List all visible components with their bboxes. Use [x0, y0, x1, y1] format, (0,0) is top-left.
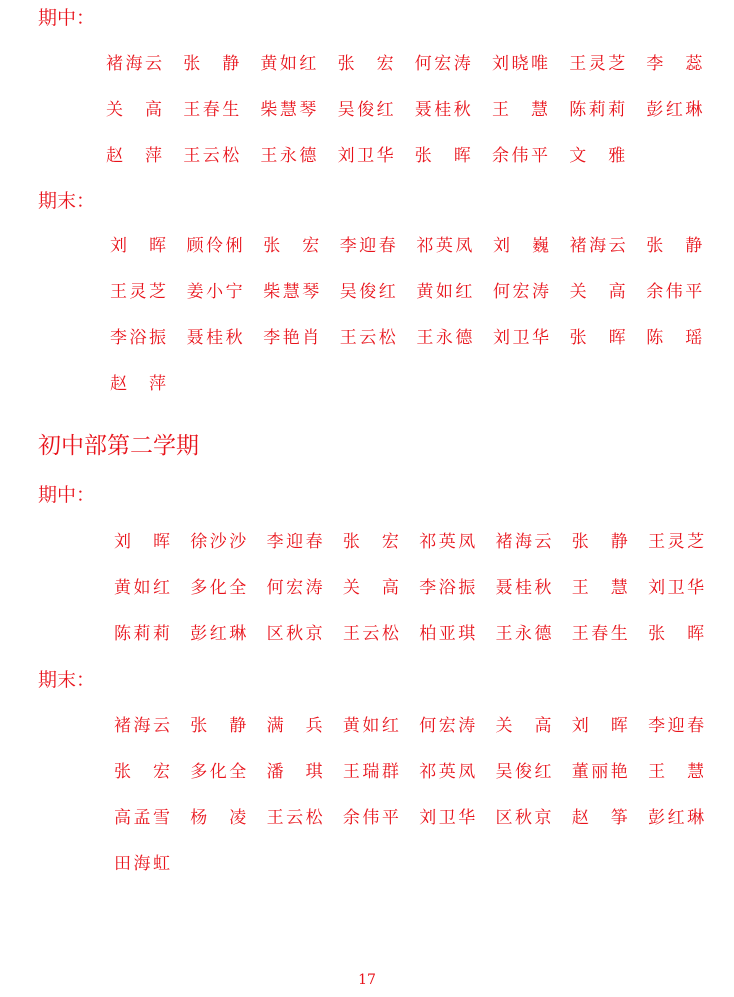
person-name: 祁 英 凤	[416, 236, 473, 256]
name-row	[114, 806, 704, 830]
page-number: 17	[358, 972, 376, 988]
person-name: 李 蕊	[646, 54, 703, 74]
person-name: 黄 如 红	[416, 282, 473, 302]
person-name: 王 永 德	[416, 328, 473, 348]
final-heading: 期末：	[38, 669, 96, 691]
person-name: 张 晖	[648, 624, 705, 644]
person-name: 刘 晓 唯	[492, 54, 548, 74]
person-name: 王 慧	[492, 100, 548, 120]
person-name: 王 云 松	[339, 328, 396, 348]
person-name: 王 永 德	[260, 146, 317, 166]
person-name: 张 宏	[114, 762, 170, 782]
person-name: 李 浴 振	[419, 578, 476, 598]
person-name: 高 孟 雪	[114, 808, 170, 828]
person-name: 彭 红 琳	[646, 100, 703, 120]
person-name: 杨 凌	[190, 808, 247, 828]
name-row	[110, 326, 702, 350]
person-name: 何 宏 涛	[414, 54, 471, 74]
person-name: 张 宏	[263, 236, 320, 256]
name-row	[114, 760, 704, 784]
person-name: 刘 卫 华	[648, 578, 705, 598]
person-name: 王 春 生	[183, 100, 240, 120]
midterm-heading: 期中：	[38, 7, 96, 29]
person-name: 黄 如 红	[114, 578, 170, 598]
name-row	[114, 714, 704, 738]
person-name: 顾 伶 俐	[186, 236, 243, 256]
person-name: 张 宏	[337, 54, 394, 74]
person-name: 聂 桂 秋	[186, 328, 243, 348]
person-name: 聂 桂 秋	[414, 100, 471, 120]
person-name: 李 迎 春	[648, 716, 705, 736]
person-name: 满 兵	[266, 716, 323, 736]
name-row	[106, 98, 702, 122]
person-name: 黄 如 红	[342, 716, 399, 736]
person-name: 王 春 生	[571, 624, 628, 644]
name-row	[106, 52, 702, 76]
person-name: 余 伟 平	[492, 146, 548, 166]
person-name: 陈 瑶	[646, 328, 703, 348]
person-name: 祁 英 凤	[419, 762, 476, 782]
person-name: 王 灵 芝	[648, 532, 705, 552]
person-name: 刘 卫 华	[337, 146, 394, 166]
person-name: 刘 卫 华	[493, 328, 549, 348]
name-row	[114, 530, 704, 554]
person-name: 刘 晖	[571, 716, 628, 736]
name-row	[110, 234, 702, 258]
person-name: 赵 筝	[571, 808, 628, 828]
person-name: 祁 英 凤	[419, 532, 476, 552]
person-name: 关 高	[569, 282, 626, 302]
person-name: 柴 慧 琴	[260, 100, 317, 120]
section-title: 初中部第二学期	[38, 433, 199, 459]
person-name: 关 高	[106, 100, 162, 120]
name-row	[110, 372, 702, 396]
person-name: 关 高	[342, 578, 399, 598]
person-name: 张 静	[571, 532, 628, 552]
person-name: 刘 晖	[114, 532, 170, 552]
name-row	[110, 280, 702, 304]
person-name: 多 化 全	[190, 762, 247, 782]
person-name: 王 永 德	[495, 624, 552, 644]
person-name: 王 灵 芝	[569, 54, 626, 74]
person-name: 文 雅	[569, 146, 626, 166]
person-name: 刘 晖	[110, 236, 166, 256]
person-name: 王 云 松	[183, 146, 240, 166]
person-name: 张 晖	[414, 146, 471, 166]
name-row	[114, 852, 704, 876]
person-name: 彭 红 琳	[648, 808, 705, 828]
person-name: 徐 沙 沙	[190, 532, 247, 552]
person-name: 柴 慧 琴	[263, 282, 320, 302]
person-name: 吴 俊 红	[337, 100, 394, 120]
person-name: 陈 莉 莉	[569, 100, 626, 120]
person-name: 田 海 虹	[114, 854, 170, 874]
person-name: 多 化 全	[190, 578, 247, 598]
person-name: 彭 红 琳	[190, 624, 247, 644]
person-name: 王 慧	[648, 762, 705, 782]
person-name: 何 宏 涛	[419, 716, 476, 736]
name-row	[106, 144, 702, 168]
person-name: 张 静	[646, 236, 703, 256]
person-name: 黄 如 红	[260, 54, 317, 74]
person-name: 张 晖	[569, 328, 626, 348]
person-name: 褚 海 云	[106, 54, 162, 74]
person-name: 张 静	[183, 54, 240, 74]
person-name: 刘 卫 华	[419, 808, 476, 828]
person-name: 李 艳 肖	[263, 328, 320, 348]
person-name: 区 秋 京	[495, 808, 552, 828]
name-row	[114, 576, 704, 600]
person-name: 吴 俊 红	[495, 762, 552, 782]
person-name: 姜 小 宁	[186, 282, 243, 302]
person-name: 余 伟 平	[342, 808, 399, 828]
person-name: 关 高	[495, 716, 552, 736]
person-name: 褚 海 云	[495, 532, 552, 552]
person-name: 李 迎 春	[266, 532, 323, 552]
person-name: 柏 亚 琪	[419, 624, 476, 644]
person-name: 刘 巍	[493, 236, 549, 256]
midterm-heading: 期中：	[38, 484, 96, 506]
person-name: 王 慧	[571, 578, 628, 598]
person-name: 褚 海 云	[114, 716, 170, 736]
final-heading: 期末：	[38, 190, 96, 212]
person-name: 王 瑞 群	[342, 762, 399, 782]
name-row	[114, 622, 704, 646]
person-name: 陈 莉 莉	[114, 624, 170, 644]
person-name: 吴 俊 红	[339, 282, 396, 302]
person-name: 区 秋 京	[266, 624, 323, 644]
person-name: 余 伟 平	[646, 282, 703, 302]
person-name: 王 灵 芝	[110, 282, 166, 302]
person-name: 聂 桂 秋	[495, 578, 552, 598]
person-name: 何 宏 涛	[493, 282, 549, 302]
person-name: 李 浴 振	[110, 328, 166, 348]
person-name: 张 宏	[342, 532, 399, 552]
person-name: 潘 琪	[266, 762, 323, 782]
person-name: 何 宏 涛	[266, 578, 323, 598]
person-name: 褚 海 云	[569, 236, 626, 256]
person-name: 赵 萍	[106, 146, 162, 166]
person-name: 张 静	[190, 716, 247, 736]
person-name: 赵 萍	[110, 374, 166, 394]
person-name: 王 云 松	[342, 624, 399, 644]
person-name: 董 丽 艳	[571, 762, 628, 782]
person-name: 李 迎 春	[339, 236, 396, 256]
person-name: 王 云 松	[266, 808, 323, 828]
